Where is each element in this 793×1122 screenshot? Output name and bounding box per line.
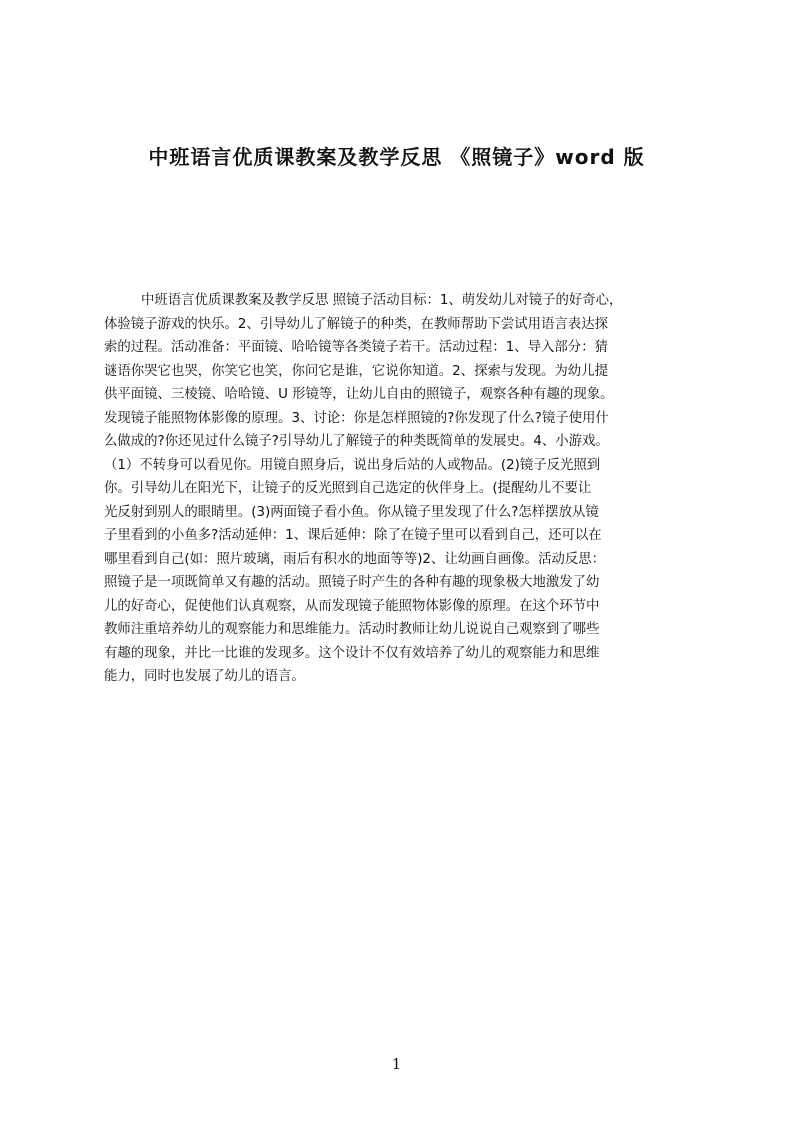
body-line: 谜语你哭它也哭，你笑它也笑，你问它是谁，它说你知道。2、探索与发现。为幼儿提 bbox=[104, 363, 608, 379]
body-line: 教师注重培养幼儿的观察能力和思维能力。活动时教师让幼儿说说自己观察到了哪些 bbox=[104, 622, 600, 637]
body-line: 体验镜子游戏的快乐。2、引导幼儿了解镜子的种类，在教师帮助下尝试用语言表达探 bbox=[104, 316, 608, 332]
page-number: 1 bbox=[391, 1055, 402, 1073]
body-line: 光反射到别人的眼睛里。(3)两面镜子看小鱼。你从镜子里发现了什么?怎样摆放从镜 bbox=[104, 504, 599, 520]
body-line: （1）不转身可以看见你。用镜自照身后，说出身后站的人或物品。(2)镜子反光照到 bbox=[104, 457, 601, 473]
body-line: 发现镜子能照物体影像的原理。3、讨论：你是怎样照镜的?你发现了什么?镜子使用什 bbox=[104, 410, 609, 426]
document-title: 中班语言优质课教案及教学反思 《照镜子》word 版 bbox=[148, 145, 645, 169]
body-line: 儿的好奇心，促使他们认真观察，从而发现镜子能照物体影像的原理。在这个环节中 bbox=[104, 598, 600, 614]
document-body bbox=[104, 289, 700, 749]
body-line: 中班语言优质课教案及教学反思 照镜子活动目标：1、萌发幼儿对镜子的好奇心， bbox=[141, 293, 623, 308]
body-line: 供平面镜、三棱镜、哈哈镜、U 形镜等，让幼儿自由的照镜子，观察各种有趣的现象。 bbox=[104, 387, 614, 402]
body-line: 照镜子是一项既简单又有趣的活动。照镜子时产生的各种有趣的现象极大地激发了幼 bbox=[104, 575, 600, 590]
body-line: 能力，同时也发展了幼儿的语言。 bbox=[104, 669, 305, 684]
body-line: 有趣的现象，并比一比谁的发现多。这个设计不仅有效培养了幼儿的观察能力和思维 bbox=[104, 645, 600, 661]
body-line: 么做成的?你还见过什么镜子?引导幼儿了解镜子的种类既简单的发展史。4、小游戏。 bbox=[104, 434, 609, 449]
body-line: 子里看到的小鱼多?活动延伸：1、课后延伸：除了在镜子里可以看到自己，还可以在 bbox=[104, 528, 602, 543]
body-line: 索的过程。活动准备：平面镜、哈哈镜等各类镜子若干。活动过程：1、导入部分：猜 bbox=[104, 340, 608, 355]
body-line: 你。引导幼儿在阳光下，让镜子的反光照到自己选定的伙伴身上。(提醒幼儿不要让 bbox=[104, 481, 592, 496]
body-line: 哪里看到自己(如：照片玻璃，雨后有积水的地面等等)2、让幼画自画像。活动反思： bbox=[104, 551, 606, 567]
